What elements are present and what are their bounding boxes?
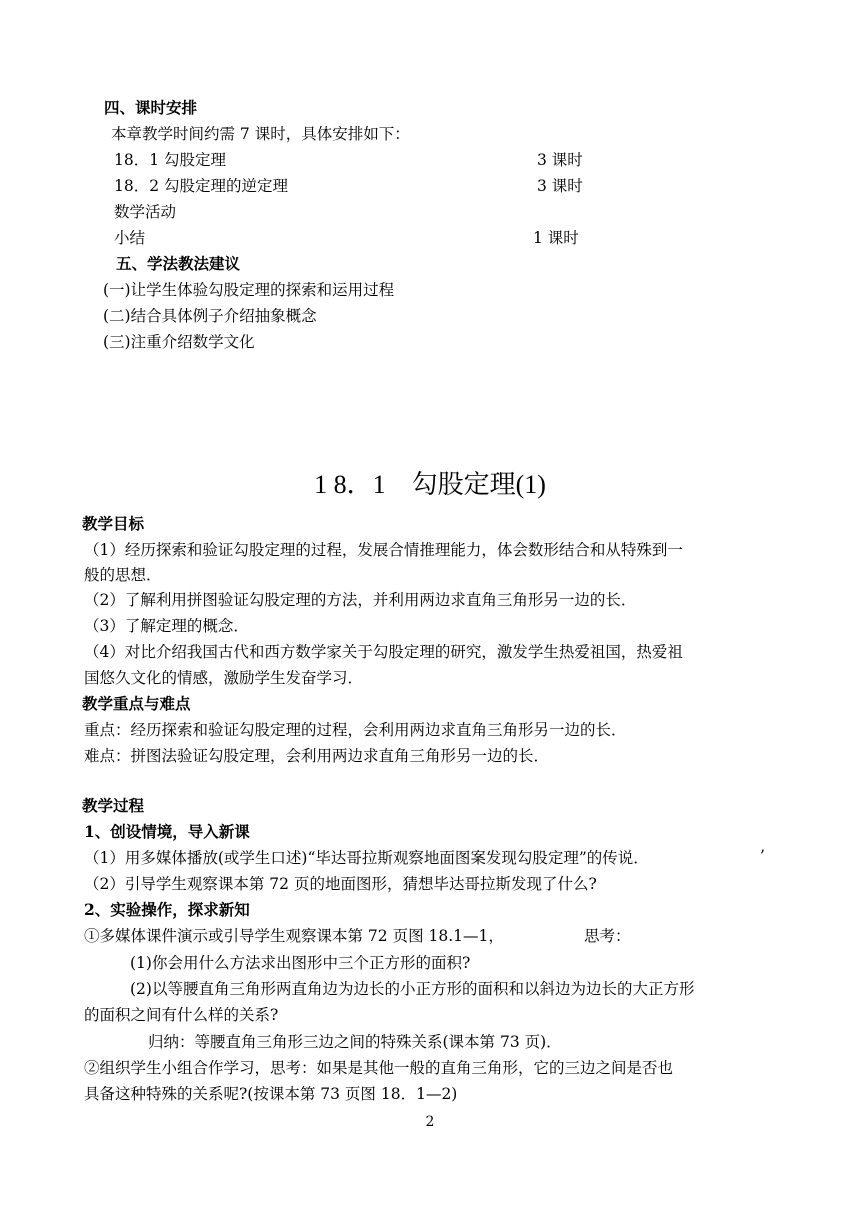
goals-heading: 教学目标 (82, 514, 145, 533)
step2-line: ①多媒体课件演示或引导学生观察课本第 72 页图 18.1—1， (84, 927, 504, 945)
step1-heading: 1、创设情境，导入新课 (84, 822, 250, 841)
step2-heading: 2、实验操作，探求新知 (84, 900, 250, 919)
step1-line: （2）引导学生观察课本第 72 页的地面图形，猜想毕达哥拉斯发现了什么? (84, 875, 597, 893)
organize-line: ②组织学生小组合作学习，思考：如果是其他一般的直角三角形，它的三边之间是否也 (84, 1059, 674, 1077)
step1-line: （1）用多媒体播放(或学生口述)“毕达哥拉斯观察地面图案发现勾股定理”的传说． (84, 849, 649, 867)
schedule-row-name: 18．1 勾股定理 (114, 151, 227, 169)
question-2-line: (2)以等腰直角三角形两直角边为边长的小正方形的面积和以斜边为边长的大正方形 (130, 980, 695, 998)
schedule-row-hours: 3 课时 (537, 177, 583, 195)
section-heading-schedule: 四、课时安排 (104, 98, 198, 117)
question-1: (1)你会用什么方法求出图形中三个正方形的面积? (130, 954, 471, 972)
stray-mark: ’ (760, 847, 765, 865)
goal-line: 国悠久文化的情感，激励学生发奋学习． (84, 669, 364, 687)
page-number: 2 (425, 1114, 435, 1130)
organize-line: 具备这种特殊的关系呢?(按课本第 73 页图 18．1—2) (84, 1085, 458, 1103)
goal-line: （4）对比介绍我国古代和西方数学家关于勾股定理的研究，激发学生热爱祖国，热爱祖 (84, 643, 683, 661)
schedule-row-hours: 1 课时 (533, 229, 579, 247)
goal-line: 般的思想． (84, 566, 162, 584)
advice-item: (一)让学生体验勾股定理的探索和运用过程 (103, 281, 395, 299)
summary-line: 归纳：等腰直角三角形三边之间的特殊关系(课本第 73 页)． (148, 1033, 562, 1051)
section-heading-advice: 五、学法教法建议 (116, 254, 241, 273)
key-point-difficulty: 难点：拼图法验证勾股定理，会利用两边求直角三角形另一边的长． (84, 747, 550, 765)
schedule-row-name: 数学活动 (114, 203, 177, 221)
schedule-row-name: 小结 (114, 229, 146, 247)
lesson-title: 1 8．1 勾股定理(1) (314, 470, 546, 499)
advice-item: (三)注重介绍数学文化 (103, 333, 255, 351)
advice-item: (二)结合具体例子介绍抽象概念 (103, 307, 317, 325)
schedule-intro: 本章教学时间约需 7 课时，具体安排如下： (111, 125, 410, 143)
key-points-heading: 教学重点与难点 (82, 694, 191, 713)
schedule-row-hours: 3 课时 (537, 151, 583, 169)
goal-line: （3）了解定理的概念． (84, 617, 249, 635)
goal-line: （2）了解利用拼图验证勾股定理的方法，并利用两边求直角三角形另一边的长． (84, 591, 637, 609)
schedule-row-name: 18．2 勾股定理的逆定理 (114, 177, 289, 195)
process-heading: 教学过程 (82, 796, 145, 815)
goal-line: （1）经历探索和验证勾股定理的过程，发展合情推理能力，体会数形结合和从特殊到一 (84, 541, 683, 559)
step2-think: 思考： (584, 927, 631, 945)
question-2-line: 的面积之间有什么样的关系? (84, 1006, 279, 1024)
key-point-focus: 重点：经历探索和验证勾股定理的过程，会利用两边求直角三角形另一边的长． (84, 721, 627, 739)
